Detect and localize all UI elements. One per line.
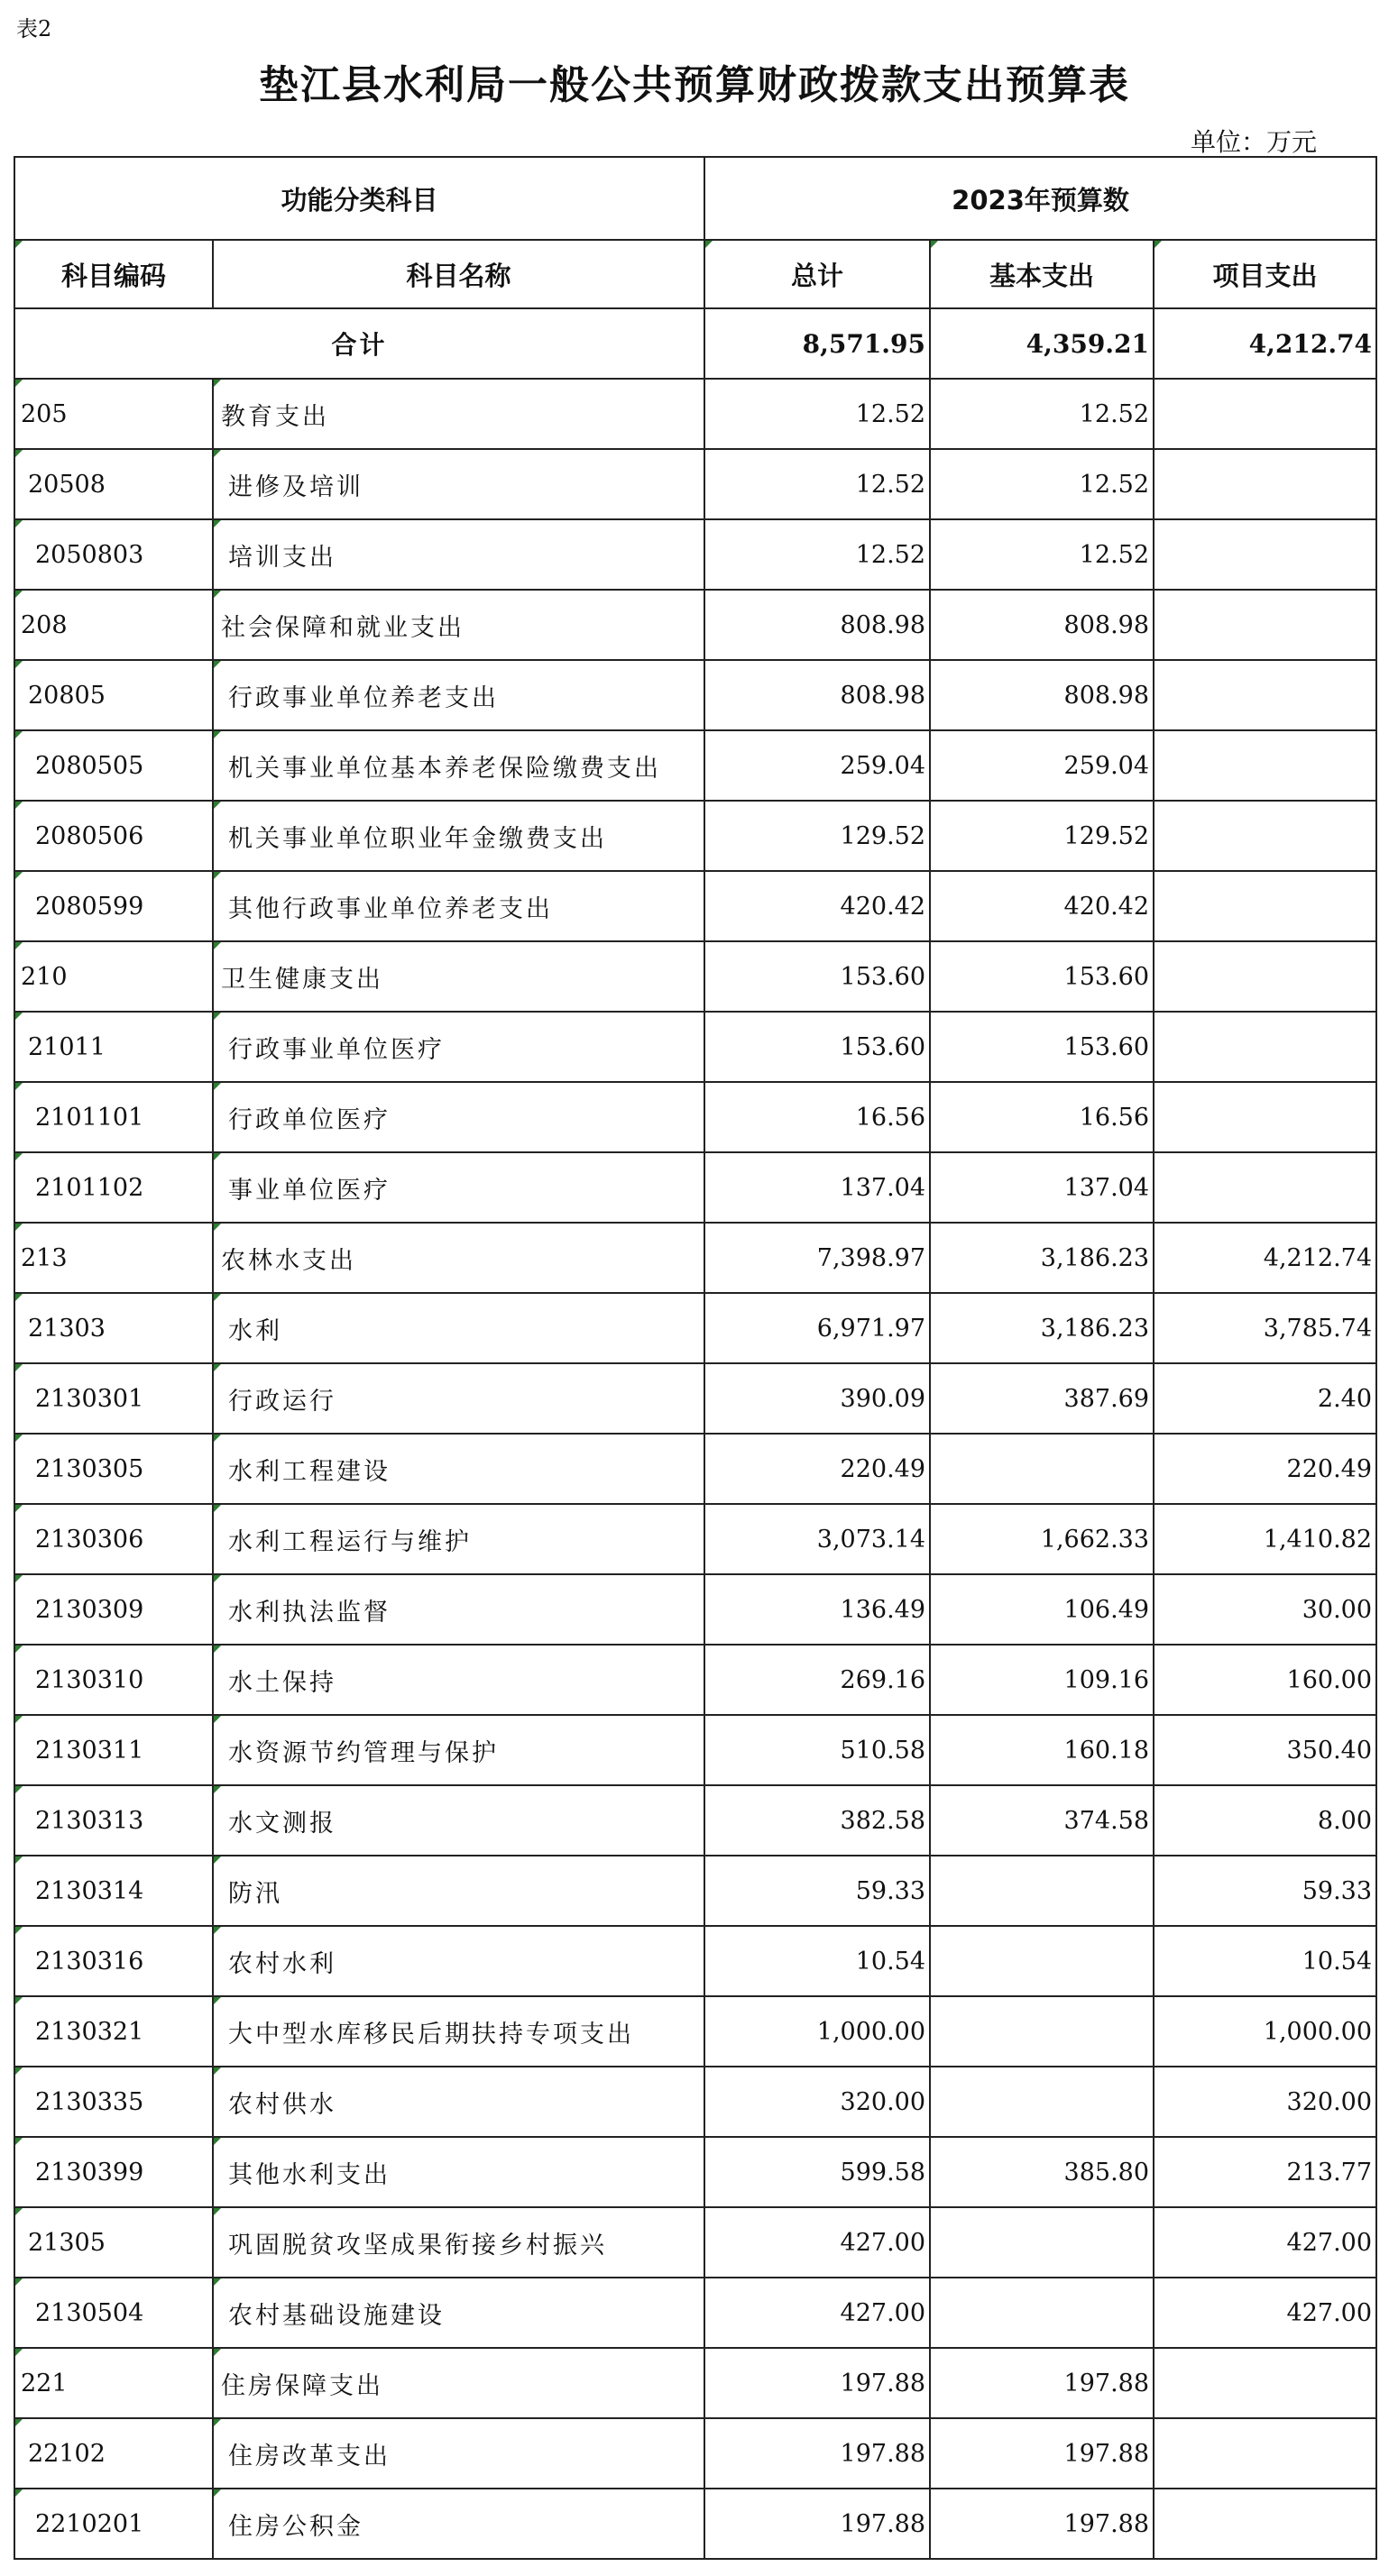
row-basic: 3,186.23 [930,1293,1154,1363]
row-project [1154,1012,1376,1082]
row-project: 10.54 [1154,1926,1376,1996]
row-project: 427.00 [1154,2207,1376,2278]
row-code: 221 [14,2348,213,2418]
table-row [14,1504,1376,1574]
row-name: 其他水利支出 [213,2137,704,2207]
row-basic: 197.88 [930,2348,1154,2418]
row-name: 行政事业单位医疗 [213,1012,704,1082]
row-code: 2130313 [14,1785,213,1856]
row-basic: 374.58 [930,1785,1154,1856]
page-title: 垫江县水利局一般公共预算财政拨款支出预算表 [259,62,1130,108]
row-code: 213 [14,1223,213,1293]
row-basic [930,2278,1154,2348]
row-project: 1,000.00 [1154,1996,1376,2067]
row-basic: 109.16 [930,1645,1154,1715]
row-code: 2210201 [14,2489,213,2559]
row-basic: 197.88 [930,2418,1154,2489]
table-row [14,2067,1376,2137]
total-amount: 8,571.95 [704,308,930,379]
table-row [14,2489,1376,2559]
row-total: 59.33 [704,1856,930,1926]
table-row [14,1223,1376,1293]
table-row [14,1293,1376,1363]
row-code: 2080506 [14,801,213,871]
row-name: 农林水支出 [213,1223,704,1293]
row-name: 水文测报 [213,1785,704,1856]
row-total: 427.00 [704,2278,930,2348]
row-project [1154,730,1376,801]
row-name: 住房改革支出 [213,2418,704,2489]
row-total: 3,073.14 [704,1504,930,1574]
row-code: 2080505 [14,730,213,801]
row-name: 水资源节约管理与保护 [213,1715,704,1785]
total-basic: 4,359.21 [930,308,1154,379]
row-name: 防汛 [213,1856,704,1926]
row-code: 2130314 [14,1856,213,1926]
row-name: 培训支出 [213,519,704,590]
row-total: 420.42 [704,871,930,941]
row-name: 事业单位医疗 [213,1152,704,1223]
row-project [1154,379,1376,449]
row-total: 599.58 [704,2137,930,2207]
total-project: 4,212.74 [1154,308,1376,379]
row-code: 205 [14,379,213,449]
row-basic: 12.52 [930,519,1154,590]
row-total: 7,398.97 [704,1223,930,1293]
table-row [14,2418,1376,2489]
row-basic [930,1996,1154,2067]
row-name: 水利工程运行与维护 [213,1504,704,1574]
row-code: 20508 [14,449,213,519]
row-basic: 12.52 [930,449,1154,519]
row-project [1154,801,1376,871]
row-project: 350.40 [1154,1715,1376,1785]
row-project [1154,871,1376,941]
row-project [1154,449,1376,519]
row-total: 6,971.97 [704,1293,930,1363]
row-code: 2130504 [14,2278,213,2348]
row-code: 2130311 [14,1715,213,1785]
row-basic: 137.04 [930,1152,1154,1223]
row-name: 机关事业单位基本养老保险缴费支出 [213,730,704,801]
row-total: 137.04 [704,1152,930,1223]
row-code: 2130316 [14,1926,213,1996]
row-total: 808.98 [704,590,930,660]
row-total: 16.56 [704,1082,930,1152]
row-basic: 259.04 [930,730,1154,801]
row-name: 行政运行 [213,1363,704,1434]
row-name: 农村供水 [213,2067,704,2137]
row-basic: 106.49 [930,1574,1154,1645]
row-total: 259.04 [704,730,930,801]
row-basic: 1,662.33 [930,1504,1154,1574]
row-name: 行政单位医疗 [213,1082,704,1152]
row-project: 160.00 [1154,1645,1376,1715]
table-row [14,1926,1376,1996]
row-total: 510.58 [704,1715,930,1785]
header-budget-year: 2023年预算数 [704,157,1376,240]
row-project [1154,941,1376,1012]
row-project [1154,1152,1376,1223]
row-basic [930,1856,1154,1926]
row-code: 2130301 [14,1363,213,1434]
row-project: 30.00 [1154,1574,1376,1645]
row-basic: 153.60 [930,941,1154,1012]
row-basic: 129.52 [930,801,1154,871]
row-project [1154,590,1376,660]
total-label: 合计 [14,308,704,379]
row-name: 教育支出 [213,379,704,449]
row-project: 2.40 [1154,1363,1376,1434]
row-name: 水利工程建设 [213,1434,704,1504]
row-code: 22102 [14,2418,213,2489]
unit-label: 单位：万元 [1191,127,1318,157]
table-row [14,449,1376,519]
row-total: 390.09 [704,1363,930,1434]
row-total: 12.52 [704,519,930,590]
row-project: 8.00 [1154,1785,1376,1856]
row-name: 农村水利 [213,1926,704,1996]
row-total: 153.60 [704,941,930,1012]
table-row [14,2278,1376,2348]
row-name: 社会保障和就业支出 [213,590,704,660]
table-row [14,1856,1376,1926]
row-code: 2130335 [14,2067,213,2137]
row-project: 427.00 [1154,2278,1376,2348]
table-row [14,1082,1376,1152]
table-row [14,801,1376,871]
row-code: 2101102 [14,1152,213,1223]
row-name: 住房保障支出 [213,2348,704,2418]
row-total: 220.49 [704,1434,930,1504]
row-total: 808.98 [704,660,930,730]
row-project [1154,2418,1376,2489]
table-row [14,1012,1376,1082]
table-row [14,1152,1376,1223]
row-project [1154,2348,1376,2418]
row-code: 20805 [14,660,213,730]
row-project: 59.33 [1154,1856,1376,1926]
row-basic [930,1926,1154,1996]
row-code: 2130306 [14,1504,213,1574]
row-total: 269.16 [704,1645,930,1715]
row-name: 住房公积金 [213,2489,704,2559]
row-project: 213.77 [1154,2137,1376,2207]
row-code: 2080599 [14,871,213,941]
row-basic [930,1434,1154,1504]
row-total: 1,000.00 [704,1996,930,2067]
table-row [14,941,1376,1012]
row-project [1154,2489,1376,2559]
table-row [14,2207,1376,2278]
row-code: 21011 [14,1012,213,1082]
table-row [14,1996,1376,2067]
row-basic: 808.98 [930,660,1154,730]
table-row [14,1434,1376,1504]
header-column-row [14,240,1376,308]
row-name: 大中型水库移民后期扶持专项支出 [213,1996,704,2067]
row-basic: 3,186.23 [930,1223,1154,1293]
row-basic: 385.80 [930,2137,1154,2207]
row-project: 320.00 [1154,2067,1376,2137]
row-name: 水利执法监督 [213,1574,704,1645]
budget-table [14,156,1377,2560]
row-name: 行政事业单位养老支出 [213,660,704,730]
header-group-row [14,157,1376,240]
table-row [14,2137,1376,2207]
row-project [1154,1082,1376,1152]
header-basic: 基本支出 [930,240,1154,308]
row-code: 21305 [14,2207,213,2278]
table-row [14,2348,1376,2418]
row-basic: 808.98 [930,590,1154,660]
row-code: 208 [14,590,213,660]
row-code: 2130310 [14,1645,213,1715]
row-name: 农村基础设施建设 [213,2278,704,2348]
row-total: 153.60 [704,1012,930,1082]
header-functional-category: 功能分类科目 [14,157,704,240]
row-total: 320.00 [704,2067,930,2137]
row-name: 水土保持 [213,1645,704,1715]
table-row [14,379,1376,449]
header-total: 总计 [704,240,930,308]
row-project: 3,785.74 [1154,1293,1376,1363]
row-total: 197.88 [704,2418,930,2489]
document-label: 表2 [16,16,52,41]
row-name: 机关事业单位职业年金缴费支出 [213,801,704,871]
row-code: 2101101 [14,1082,213,1152]
row-name: 巩固脱贫攻坚成果衔接乡村振兴 [213,2207,704,2278]
row-code: 2130399 [14,2137,213,2207]
row-total: 427.00 [704,2207,930,2278]
row-project [1154,519,1376,590]
row-code: 210 [14,941,213,1012]
row-project: 1,410.82 [1154,1504,1376,1574]
row-name: 进修及培训 [213,449,704,519]
table-row [14,1715,1376,1785]
row-project: 4,212.74 [1154,1223,1376,1293]
row-basic [930,2067,1154,2137]
row-project: 220.49 [1154,1434,1376,1504]
row-total: 129.52 [704,801,930,871]
table-row [14,660,1376,730]
row-total: 382.58 [704,1785,930,1856]
table-row [14,1785,1376,1856]
row-code: 2050803 [14,519,213,590]
table-row [14,519,1376,590]
row-basic [930,2207,1154,2278]
row-project [1154,660,1376,730]
row-basic: 420.42 [930,871,1154,941]
row-total: 10.54 [704,1926,930,1996]
row-basic: 12.52 [930,379,1154,449]
row-name: 其他行政事业单位养老支出 [213,871,704,941]
row-basic: 160.18 [930,1715,1154,1785]
header-name: 科目名称 [213,240,704,308]
row-name: 水利 [213,1293,704,1363]
total-row [14,308,1376,379]
table-row [14,871,1376,941]
row-code: 2130321 [14,1996,213,2067]
row-total: 136.49 [704,1574,930,1645]
table-row [14,1363,1376,1434]
row-code: 21303 [14,1293,213,1363]
row-code: 2130309 [14,1574,213,1645]
row-basic: 387.69 [930,1363,1154,1434]
table-row [14,590,1376,660]
row-total: 197.88 [704,2348,930,2418]
row-total: 12.52 [704,449,930,519]
row-basic: 16.56 [930,1082,1154,1152]
row-name: 卫生健康支出 [213,941,704,1012]
table-row [14,1645,1376,1715]
header-code: 科目编码 [14,240,213,308]
header-project: 项目支出 [1154,240,1376,308]
table-row [14,730,1376,801]
row-code: 2130305 [14,1434,213,1504]
row-total: 197.88 [704,2489,930,2559]
row-total: 12.52 [704,379,930,449]
row-basic: 197.88 [930,2489,1154,2559]
row-basic: 153.60 [930,1012,1154,1082]
table-row [14,1574,1376,1645]
